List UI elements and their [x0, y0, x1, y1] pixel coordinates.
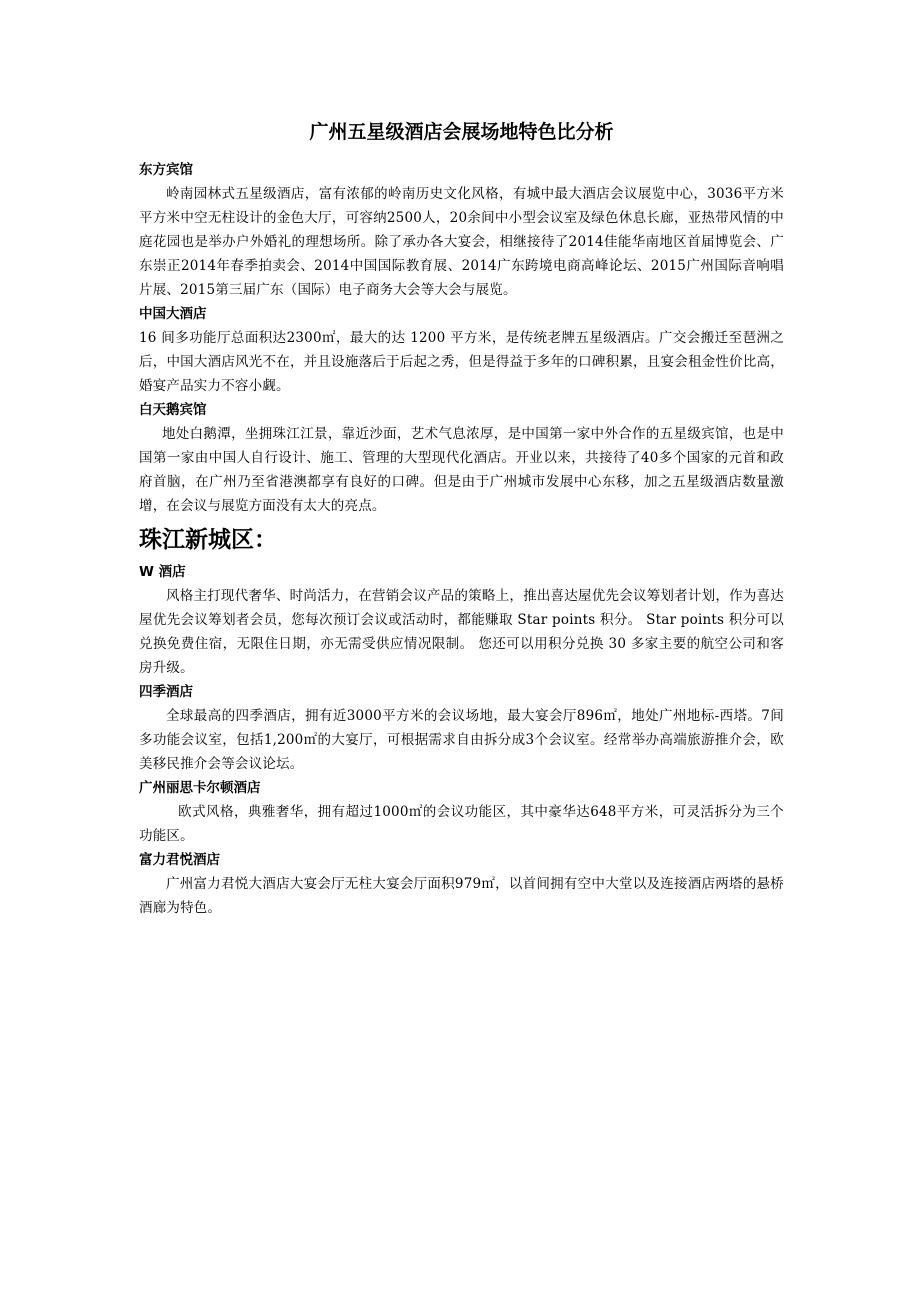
district-heading: 珠江新城区：: [139, 527, 277, 553]
hotel-description: 地处白鹅潭，坐拥珠江江景，靠近沙面，艺术气息浓厚，是中国第一家中外合作的五星级宾馆，也是中国第一家由中国人自行设计、施工、管理的大型现代化酒店。开业以来，共接待了40多个国家的元首和政府首脑，在广州乃至省港澳都享有良好的口碑。但是由于广州城市发展中心东移，加之五星级酒店数量激增，在会议与展览方面没有太大的亮点。: [139, 426, 784, 514]
document-title: 广州五星级酒店会展场地特色比分析: [309, 121, 614, 143]
hotel-name: 广州丽思卡尔顿酒店: [139, 780, 261, 796]
hotel-section: [139, 560, 784, 680]
hotel-description: 欧式风格，典雅奢华，拥有超过1000㎡的会议功能区，其中豪华达648平方米，可灵活拆分为三个功能区。: [139, 804, 784, 844]
hotel-name: W 酒店: [139, 564, 186, 580]
hotel-description: 全球最高的四季酒店，拥有近3000平方米的会议场地，最大宴会厅896㎡，地处广州地标-西塔。7间多功能会议室，包括1,200㎡的大宴厅，可根据需求自由拆分成3个会议室。经常举办高端旅游推介会，欧美移民推介会等会议论坛。: [139, 708, 784, 772]
hotel-description: 16 间多功能厅总面积达2300㎡，最大的达 1200 平方米，是传统老牌五星级酒店。广交会搬迁至琶洲之后，中国大酒店风光不在，并且设施落后于后起之秀，但是得益于多年的口碑积累，且宴会租金性价比高，婚宴产品实力不容小觑。: [139, 330, 784, 394]
hotel-name: 富力君悦酒店: [139, 852, 220, 868]
hotel-section: [139, 680, 784, 776]
hotel-description: 岭南园林式五星级酒店，富有浓郁的岭南历史文化风格，有城中最大酒店会议展览中心，3036平方米平方米中空无柱设计的金色大厅，可容纳2500人，20余间中小型会议室及绿色休息长廊，亚热带风情的中庭花园也是举办户外婚礼的理想场所。除了承办各大宴会，相继接待了2014佳能华南地区首届博览会、广东崇正2014年春季拍卖会、2014中国国际教育展、2014广东跨境电商高峰论坛、2015广州国际音响唱片展、2015第三届广东（国际）电子商务大会等大会与展览。: [139, 186, 784, 298]
hotel-name: 东方宾馆: [139, 162, 193, 178]
hotel-description: 广州富力君悦大酒店大宴会厅无柱大宴会厅面积979㎡，以首间拥有空中大堂以及连接酒店两塔的悬桥酒廊为特色。: [139, 876, 784, 916]
hotel-section: [139, 848, 784, 920]
hotel-section: [139, 302, 784, 398]
hotel-name: 四季酒店: [139, 684, 193, 700]
hotel-section: [139, 158, 784, 302]
document-page: [139, 118, 784, 920]
hotel-description: 风格主打现代奢华、时尚活力，在营销会议产品的策略上，推出喜达屋优先会议筹划者计划，作为喜达屋优先会议筹划者会员，您每次预订会议或活动时，都能赚取 Star points 积分。 Star points 积分可以兑换免费住宿，无限住日期，亦无需受供应情况限制。 您还可以用积分兑换 30 多家主要的航空公司和客房升级。: [139, 588, 784, 676]
hotel-section: [139, 398, 784, 518]
hotel-section: [139, 776, 784, 848]
hotel-name: 白天鹅宾馆: [139, 402, 207, 418]
hotel-name: 中国大酒店: [139, 306, 207, 322]
